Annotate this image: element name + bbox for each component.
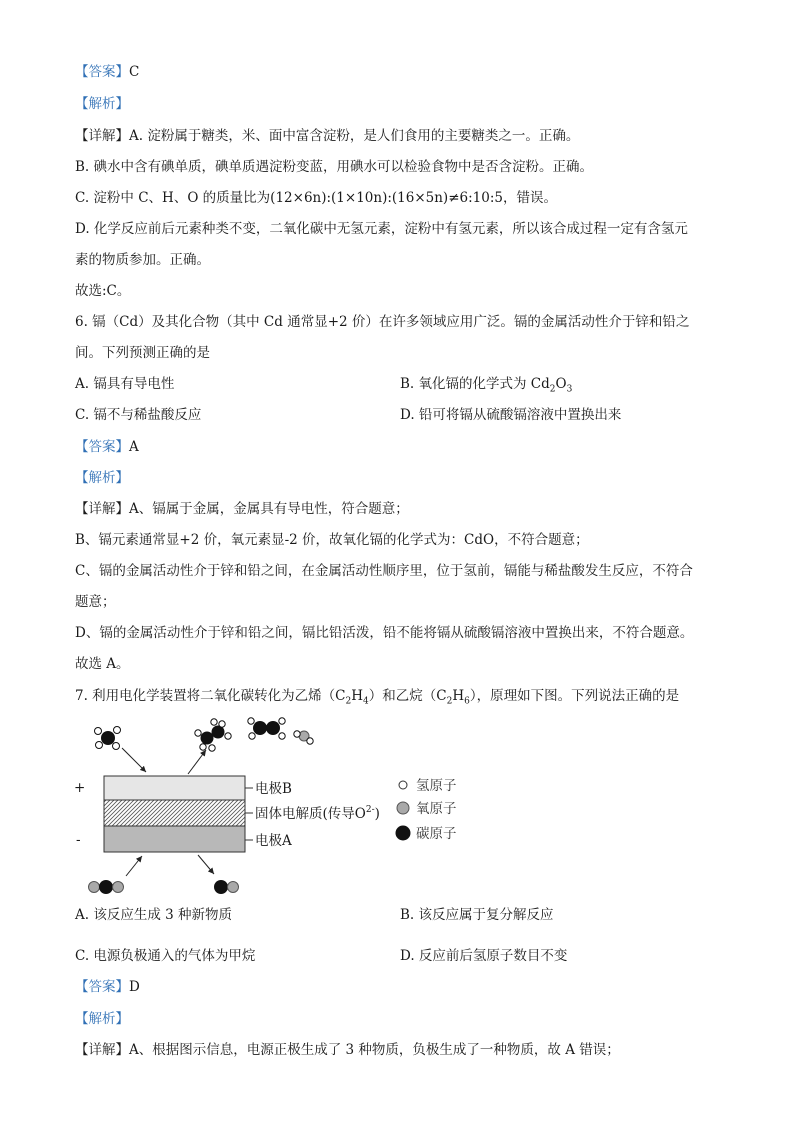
q7-answer	[75, 977, 140, 997]
detail-text: A、镉属于金属，金属具有导电性，符合题意；	[129, 501, 409, 517]
q6-option-d: D. 铅可将镉从硫酸镉溶液中置换出来	[400, 407, 622, 423]
carbon-monoxide-molecule	[214, 880, 239, 894]
electrolyte-label: 固体电解质(传导$O^{2-}$)	[255, 805, 380, 822]
detail-text: A、根据图示信息，电源正极生成了 3 种物质，负极生成了一种物质，故 A 错误；	[129, 1042, 620, 1058]
answer-value: C	[129, 64, 140, 80]
electrode-a	[104, 826, 245, 852]
stem-text: H	[452, 688, 465, 704]
oxygen-legend-icon	[397, 802, 409, 814]
answer-value: D	[129, 979, 140, 995]
stem-text: ），原理如下图。下列说法正确的是	[469, 688, 680, 704]
minus-sign: -	[76, 832, 81, 848]
subscript: 6	[464, 696, 470, 707]
subscript: 4	[363, 696, 369, 707]
electrode-b	[104, 776, 245, 800]
subscript: 2	[345, 696, 352, 707]
electrode-a-label: 电极A	[255, 833, 292, 849]
q5-detail-line-4: D. 化学反应前后元素种类不变，二氧化碳中无氢元素，淀粉中有氢元素，所以该合成过程一定有含氢元	[75, 221, 688, 237]
arrow-out-top	[188, 750, 206, 774]
carbon-dioxide-molecule	[89, 880, 124, 894]
q6-detail-line-1	[75, 499, 409, 519]
arrow-out-bottom	[198, 855, 214, 874]
ethylene-molecule	[248, 718, 285, 739]
q6-answer	[75, 437, 139, 457]
arrow-in-top	[122, 748, 146, 772]
q6-detail-line-5: D、镉的金属活动性介于锌和铅之间，镉比铅活泼，铅不能将镉从硫酸镉溶液中置换出来，不符合题意。	[75, 625, 694, 641]
q6-option-a: A. 镉具有导电性	[75, 376, 175, 392]
q7-option-a: A. 该反应生成 3 种新物质	[75, 907, 233, 923]
q7-detail-line-1	[75, 1040, 620, 1060]
q7-option-b: B. 该反应属于复分解反应	[400, 907, 554, 923]
stem-text: ）和乙烷（C	[368, 688, 447, 704]
water-molecule	[294, 731, 313, 744]
hydrogen-legend-icon	[399, 781, 407, 789]
q7-option-c: C. 电源负极通入的气体为甲烷	[75, 948, 256, 964]
q6-detail-line-4: 题意；	[75, 594, 116, 610]
detail-tag: 【详解】	[75, 501, 129, 517]
electrochemical-diagram	[70, 712, 490, 902]
subscript: 2	[446, 696, 453, 707]
answer-tag: 【答案】	[75, 439, 129, 455]
q6-conclusion: 故选 A。	[75, 656, 130, 672]
detail-tag: 【详解】	[75, 1042, 129, 1058]
legend-carbon: 碳原子	[416, 826, 457, 842]
q5-detail-line-5: 素的物质参加。正确。	[75, 252, 210, 268]
q6-detail-line-2: B、镉元素通常显+2 价，氧元素显-2 价，故氧化镉的化学式为：CdO，不符合题意；	[75, 532, 589, 548]
q5-detail-line-2: B. 碘水中含有碘单质，碘单质遇淀粉变蓝，用碘水可以检验食物中是否含淀粉。正确。	[75, 159, 594, 175]
q5-analysis-tag: 【解析】	[75, 96, 129, 112]
solid-electrolyte	[104, 800, 245, 826]
q5-detail-line-3: C. 淀粉中 C、H、O 的质量比为(12×6n):(1×10n):(16×5n)≠6:10:5，错误。	[75, 190, 557, 206]
stem-text: 7. 利用电化学装置将二氧化碳转化为乙烯（C	[75, 688, 346, 704]
carbon-legend-icon	[396, 826, 411, 841]
ethane-molecule	[195, 719, 231, 751]
q7-analysis-tag: 【解析】	[75, 1011, 129, 1027]
q7-stem	[75, 686, 679, 712]
plus-sign: +	[74, 780, 86, 796]
legend-hydrogen: 氢原子	[416, 778, 457, 794]
q6-stem-line-1: 6. 镉（Cd）及其化合物（其中 Cd 通常显+2 价）在许多领域应用广泛。镉的金属活动性介于锌和铅之	[75, 314, 690, 330]
detail-tag: 【详解】	[75, 128, 129, 144]
legend-oxygen: 氧原子	[416, 801, 457, 817]
option-b-text-o: O	[555, 376, 567, 392]
answer-tag: 【答案】	[75, 64, 129, 80]
q6-option-c: C. 镉不与稀盐酸反应	[75, 407, 202, 423]
q7-option-d: D. 反应前后氢原子数目不变	[400, 948, 568, 964]
q6-analysis-tag: 【解析】	[75, 470, 129, 486]
subscript: 2	[549, 384, 556, 395]
q6-detail-line-3: C、镉的金属活动性介于锌和铅之间，在金属活动性顺序里，位于氢前，镉能与稀盐酸发生反应，不符合	[75, 563, 693, 579]
answer-value: A	[129, 439, 139, 455]
subscript: 3	[566, 384, 573, 395]
q5-answer	[75, 62, 139, 82]
q5-conclusion: 故选:C。	[75, 283, 131, 299]
arrow-in-bottom	[126, 856, 142, 876]
q5-detail-line-1	[75, 126, 579, 146]
answer-tag: 【答案】	[75, 979, 129, 995]
option-b-text: B. 氧化镉的化学式为 Cd	[400, 376, 550, 392]
q6-option-b	[400, 374, 572, 400]
detail-text: A. 淀粉属于糖类，米、面中富含淀粉，是人们食用的主要糖类之一。正确。	[129, 128, 580, 144]
electrode-b-label: 电极B	[255, 781, 292, 797]
q6-stem-line-2: 间。下列预测正确的是	[75, 345, 210, 361]
methane-molecule-in	[95, 727, 121, 750]
stem-text: H	[351, 688, 364, 704]
